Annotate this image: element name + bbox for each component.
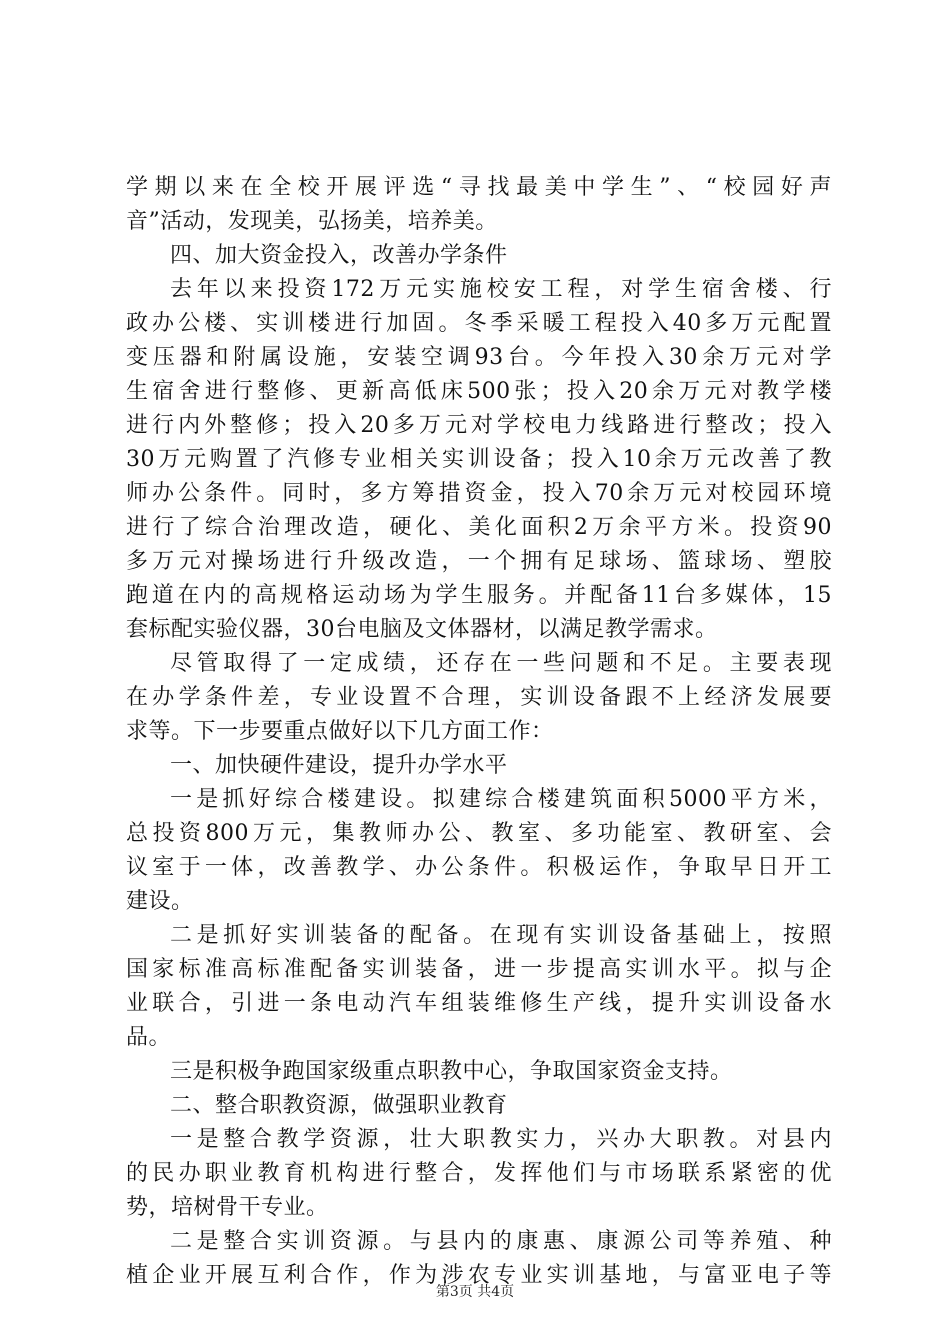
text-line: 建设。 bbox=[126, 889, 194, 914]
text-line: 二是整合实训资源。与县内的康惠、康源公司等养殖、种 bbox=[170, 1229, 832, 1254]
text-line: 植企业开展互利合作，作为涉农专业实训基地，与富亚电子等 bbox=[126, 1263, 832, 1288]
text-line: 30万元购置了汽修专业相关实训设备；投入10余万元改善了教 bbox=[126, 447, 832, 472]
text-line: 套标配实验仪器，30台电脑及文体器材，以满足教学需求。 bbox=[126, 617, 718, 642]
text-line: 进行内外整修；投入20多万元对学校电力线路进行整改；投入 bbox=[126, 413, 832, 438]
text-line: 业联合，引进一条电动汽车组装维修生产线，提升实训设备水 bbox=[126, 991, 832, 1016]
text-line: 师办公条件。同时，多方筹措资金，投入70余万元对校园环境 bbox=[126, 481, 832, 506]
page-number-footer: 第3页 共4页 bbox=[435, 1284, 515, 1300]
text-line: 总投资800万元，集教师办公、教室、多功能室、教研室、会 bbox=[126, 821, 832, 846]
text-line: 求等。下一步要重点做好以下几方面工作： bbox=[126, 719, 554, 744]
text-line: 势，培树骨干专业。 bbox=[126, 1195, 329, 1220]
text-line: 二、整合职教资源，做强职业教育 bbox=[170, 1093, 508, 1118]
text-line: 政办公楼、实训楼进行加固。冬季采暖工程投入40多万元配置 bbox=[126, 311, 832, 336]
text-line: 一是整合教学资源，壮大职教实力，兴办大职教。对县内 bbox=[170, 1127, 832, 1152]
text-line: 议室于一体，改善教学、办公条件。积极运作，争取早日开工 bbox=[126, 855, 832, 880]
text-line: 四、加大资金投入，改善办学条件 bbox=[170, 243, 508, 268]
text-line: 生宿舍进行整修、更新高低床500张；投入20余万元对教学楼 bbox=[126, 379, 832, 404]
text-line: 变压器和附属设施，安装空调93台。今年投入30余万元对学 bbox=[126, 345, 832, 370]
text-line: 学期以来在全校开展评选“寻找最美中学生”、“校园好声 bbox=[126, 175, 832, 200]
text-line: 三是积极争跑国家级重点职教中心，争取国家资金支持。 bbox=[170, 1059, 733, 1084]
text-line: 一是抓好综合楼建设。拟建综合楼建筑面积5000平方米， bbox=[170, 787, 832, 812]
text-line: 去年以来投资172万元实施校安工程，对学生宿舍楼、行 bbox=[170, 277, 832, 302]
text-line: 的民办职业教育机构进行整合，发挥他们与市场联系紧密的优 bbox=[126, 1161, 832, 1186]
document-body bbox=[126, 171, 832, 1293]
text-line: 在办学条件差，专业设置不合理，实训设备跟不上经济发展要 bbox=[126, 685, 832, 710]
text-line: 音”活动，发现美，弘扬美，培养美。 bbox=[126, 209, 498, 234]
text-line: 多万元对操场进行升级改造，一个拥有足球场、篮球场、塑胶 bbox=[126, 549, 832, 574]
text-line: 品。 bbox=[126, 1025, 172, 1050]
text-line: 尽管取得了一定成绩，还存在一些问题和不足。主要表现 bbox=[170, 651, 832, 676]
text-line: 二是抓好实训装备的配备。在现有实训设备基础上，按照 bbox=[170, 923, 832, 948]
text-line: 国家标准高标准配备实训装备，进一步提高实训水平。拟与企 bbox=[126, 957, 832, 982]
text-line: 进行了综合治理改造，硬化、美化面积2万余平方米。投资90 bbox=[126, 515, 832, 540]
text-line: 一、加快硬件建设，提升办学水平 bbox=[170, 753, 508, 778]
text-line: 跑道在内的高规格运动场为学生服务。并配备11台多媒体，15 bbox=[126, 583, 832, 608]
